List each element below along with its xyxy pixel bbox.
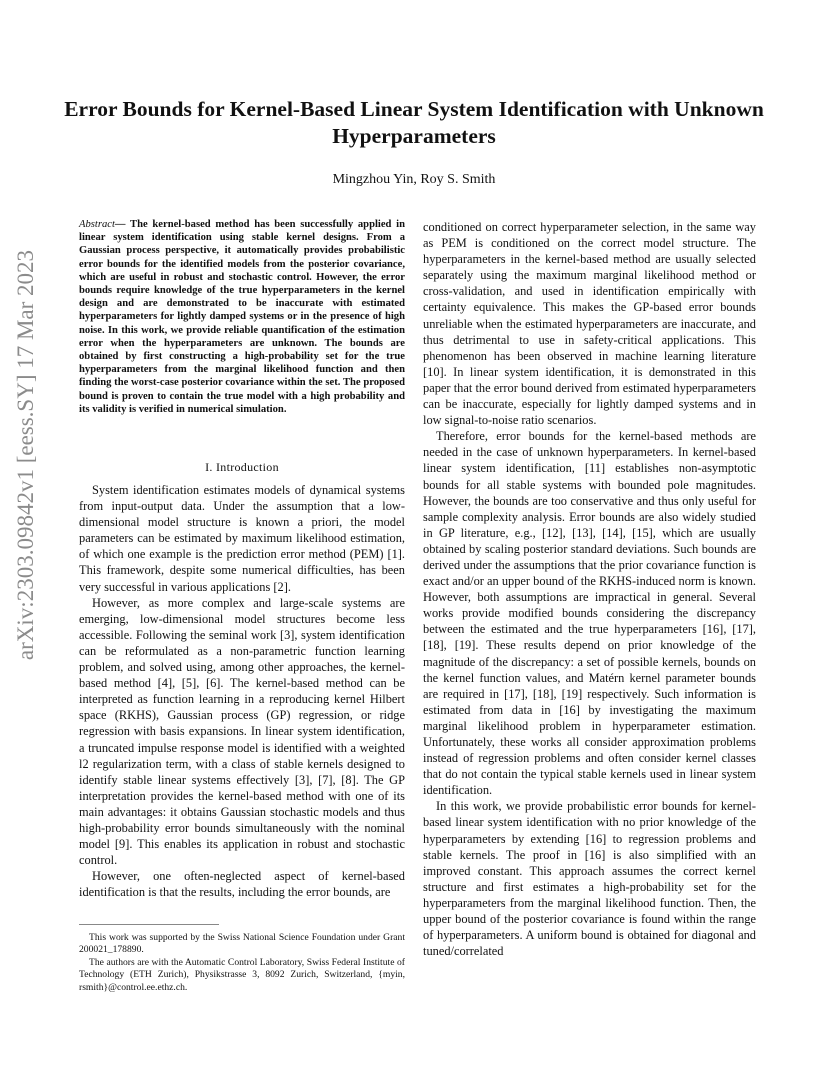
intro-paragraph-3: However, one often-neglected aspect of kernel-based identification is that the results, including the error bounds, are [79, 869, 405, 900]
section-heading-introduction: I. Introduction [205, 460, 279, 474]
footnote-affiliation: The authors are with the Automatic Control Laboratory, Swiss Federal Institute of Technology (ETH Zurich), Physikstrasse 3, 8092 Zurich, Switzerland, {myin, rsmith}@control.ee.ethz.ch. [79, 956, 405, 993]
right-paragraph-1: conditioned on correct hyperparameter selection, in the same way as PEM is conditioned on the correct model structure. The hyperparameters in the kernel-based method are usually selected separately using the maximum marginal likelihood method or cross-validation, and used in identification empirically with certainty equivalence. This makes the GP-based error bounds unreliable when the estimated hyperparameters are inaccurate, and thus detrimental to use in safety-critical applications. This phenomenon has been observed in machine learning literature [10]. In linear system identification, it is demonstrated in this paper that the error bound derived from estimated hyperparameters can be inaccurate, especially for lightly damped systems and in low signal-to-noise ratio scenarios. [423, 220, 756, 428]
abstract [79, 218, 405, 416]
paper-authors: Mingzhou Yin, Roy S. Smith [332, 172, 496, 187]
footnotes [79, 932, 405, 994]
intro-paragraph-1: System identification estimates models of dynamical systems from input-output data. Under the assumption that a low-dimensional model structure is known a priori, the model parameters can be estimated by maximum likelihood estimation, of which one example is the prediction error method (PEM) [1]. This framework, despite some numerical difficulties, has been very successful in various applications [2]. [79, 483, 405, 594]
introduction-left-column [79, 482, 405, 900]
abstract-lead: Abstract [79, 219, 115, 230]
arxiv-stamp [8, 245, 44, 665]
right-column [423, 219, 756, 959]
right-paragraph-2: Therefore, error bounds for the kernel-based methods are needed in the case of unknown hyperparameters. In kernel-based linear system identification, [11] establishes non-asymptotic bounds for all stable systems with bounded pole magnitudes. However, the bounds are too conservative and thus only useful for sample complexity analysis. Error bounds are also widely studied in GP literature, e.g., [12], [13], [14], [15], which are usually obtained by scaling posterior standard deviations. Such bounds are derived under the assumptions that the prior covariance function is exact and/or an upper bound of the RKHS-induced norm is known. However, both assumptions are impractical in general. Several works provide modified bounds considering the discrepancy between the estimated and the true hyperparameters [16], [17], [18], [19]. These results depend on prior knowledge of the magnitude of the discrepancy: a set of possible kernels, bounds on the kernel function values, and Matérn kernel parameter bounds are required in [17], [18], [19] respectively. Such information is estimated from data in [16] by investigating the maximum marginal likelihood problem in hyperparameter estimation. Unfortunately, these works all consider approximation problems instead of regression problems and often consider kernel classes that do not contain the typical stable kernels used in linear system identification. [423, 429, 756, 798]
intro-paragraph-2: However, as more complex and large-scale systems are emerging, low-dimensional model structures become less accessible. Following the seminal work [3], system identification can be reformulated as a non-parametric function learning problem, and solved using, among other approaches, the kernel-based method [4], [5], [6]. The kernel-based method can be interpreted as function learning in a reproducing kernel Hilbert space (RKHS), Gaussian process (GP) regression, or ridge regression with basis expansions. In linear system identification, a truncated impulse response model is identified with a weighted l2 regularization term, with a class of stable kernels designed to identify stable linear systems effectively [3], [7], [8]. The GP interpretation provides the kernel-based method with one of its main advantages: it obtains Gaussian stochastic models and thus high-probability error bounds simultaneously with the nominal model [9]. This enables its application in robust and stochastic control. [79, 595, 405, 868]
paper-title: Error Bounds for Kernel-Based Linear System Identification with Unknown Hyperparameters [64, 97, 764, 148]
footnote-rule [79, 924, 219, 925]
arxiv-stamp-text: arXiv:2303.09842v1 [eess.SY] 17 Mar 2023 [13, 249, 38, 661]
footnote-funding: This work was supported by the Swiss National Science Foundation under Grant 200021_178890. [79, 932, 405, 956]
abstract-body: — The kernel-based method has been successfully applied in linear system identification using stable kernel designs. From a Gaussian process perspective, it automatically provides probabilistic error bounds for the identified models from the posterior covariance, which are useful in robust and stochastic control. However, the error bounds require knowledge of the true hyperparameters in the kernel design and are demonstrated to be inaccurate with estimated hyperparameters for lightly damped systems or in the presence of high noise. In this work, we provide reliable quantification of the estimation error when the hyperparameters are unknown. The bounds are obtained by first constructing a high-probability set for the true hyperparameters from the marginal likelihood function and then finding the worst-case posterior covariance within the set. The proposed bound is proven to contain the true model with a high probability and its validity is verified in numerical simulation. [79, 219, 405, 415]
right-paragraph-3: In this work, we provide probabilistic error bounds for kernel-based linear system identification with no prior knowledge of the hyperparameters by extending [16] to regression problems and stable kernels. The proof in [16] is also simplified with an improved constant. This approach assumes the correct kernel structure and first estimates a high-probability set for the hyperparameters from the marginal likelihood function. Then, the upper bound of the posterior covariance is found within the range of hyperparameters. A uniform bound is obtained for diagonal and tuned/correlated [423, 799, 756, 959]
